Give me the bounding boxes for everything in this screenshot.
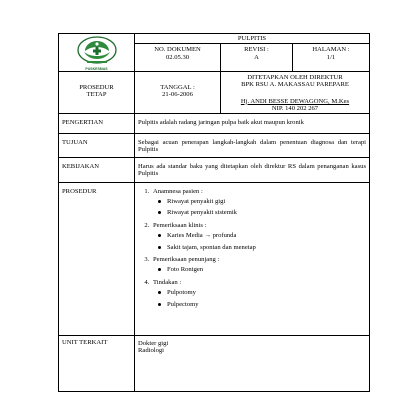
ditetapkan-cell <box>221 72 370 114</box>
director-name: Hj. ANDI BESSE DEWAGONG, M.Kes <box>240 97 350 105</box>
ditetapkan-line1: DITETAPKAN OLEH DIREKTUR <box>247 74 343 81</box>
procedure-steps <box>138 188 366 308</box>
tujuan-label: TUJUAN <box>59 133 135 157</box>
list-item: Pulpectomy <box>167 301 366 308</box>
revisi-label: REVISI : <box>244 46 269 54</box>
unit-terkait-content <box>135 335 370 391</box>
no-dokumen-value: 02.05.30 <box>165 53 190 61</box>
no-dokumen-label: NO. DOKUMEN <box>154 46 201 54</box>
tanggal-value: 21-06-2006 <box>162 91 193 99</box>
no-dokumen-cell <box>135 44 221 72</box>
puskesmas-logo-icon <box>75 35 119 67</box>
step-label: Pemeriksaan penunjang : <box>153 256 220 264</box>
sop-form-table <box>58 33 370 392</box>
list-item: Pulpotomy <box>167 289 366 296</box>
unit-line: Radiologi <box>138 347 165 355</box>
list-item: Karies Media → profunda <box>167 232 366 239</box>
pengertian-label: PENGERTIAN <box>59 113 135 133</box>
tanggal-cell <box>135 72 221 114</box>
pengertian-text: Pulpitis adalah radang jaringan pulpa baik akut maupun kronik <box>135 113 370 133</box>
document-title: PULPITIS <box>135 34 370 44</box>
halaman-value: 1/1 <box>326 53 336 61</box>
step-label: Pemeriksaan klinis : <box>153 221 207 229</box>
step-anamnesa <box>151 188 366 217</box>
director-nip: NIP. 140 202 267 <box>271 105 319 113</box>
prosedur-label: PROSEDUR <box>59 182 135 335</box>
step-pemeriksaan-klinis <box>151 222 366 251</box>
step-label: Tindakan : <box>153 278 182 286</box>
unit-line: Dokter gigi <box>138 339 169 347</box>
list-item: Riwayat penyakit gigi <box>167 198 366 205</box>
ditetapkan-line2: BPK RSU A. MAKASSAU PAREPARE <box>241 81 349 89</box>
step-pemeriksaan-penunjang <box>151 256 366 274</box>
kebijakan-text: Harus ada standar baku yang ditetapkan oleh direktur RS dalam penanganan kasus Pulpitis <box>135 157 370 182</box>
list-item: Riwayat penyakit sistemik <box>167 209 366 216</box>
halaman-cell <box>293 44 370 72</box>
halaman-label: HALAMAN : <box>312 46 350 54</box>
prosedur-content <box>135 182 370 335</box>
kebijakan-label: KEBIJAKAN <box>59 157 135 182</box>
unit-terkait-label: UNIT TERKAIT <box>59 335 135 391</box>
revisi-value: A <box>254 53 259 61</box>
revisi-cell <box>221 44 293 72</box>
logo-caption: PUSKESMAS <box>85 67 108 71</box>
logo-cell <box>59 34 135 72</box>
list-item: Foto Rontgen <box>167 266 366 273</box>
list-item: Sakit tajam, spontan dan menetap <box>167 244 366 251</box>
tanggal-label: TANGGAL : <box>160 84 195 91</box>
step-label: Anamnesa pasien : <box>153 187 203 195</box>
step-tindakan <box>151 279 366 308</box>
tujuan-text: Sebagai acuan penerapan langkah-langkah dalam penentuan diagnosa dan terapi Pulpitis <box>135 133 370 157</box>
procedure-label: PROSEDUR TETAP <box>59 72 135 114</box>
